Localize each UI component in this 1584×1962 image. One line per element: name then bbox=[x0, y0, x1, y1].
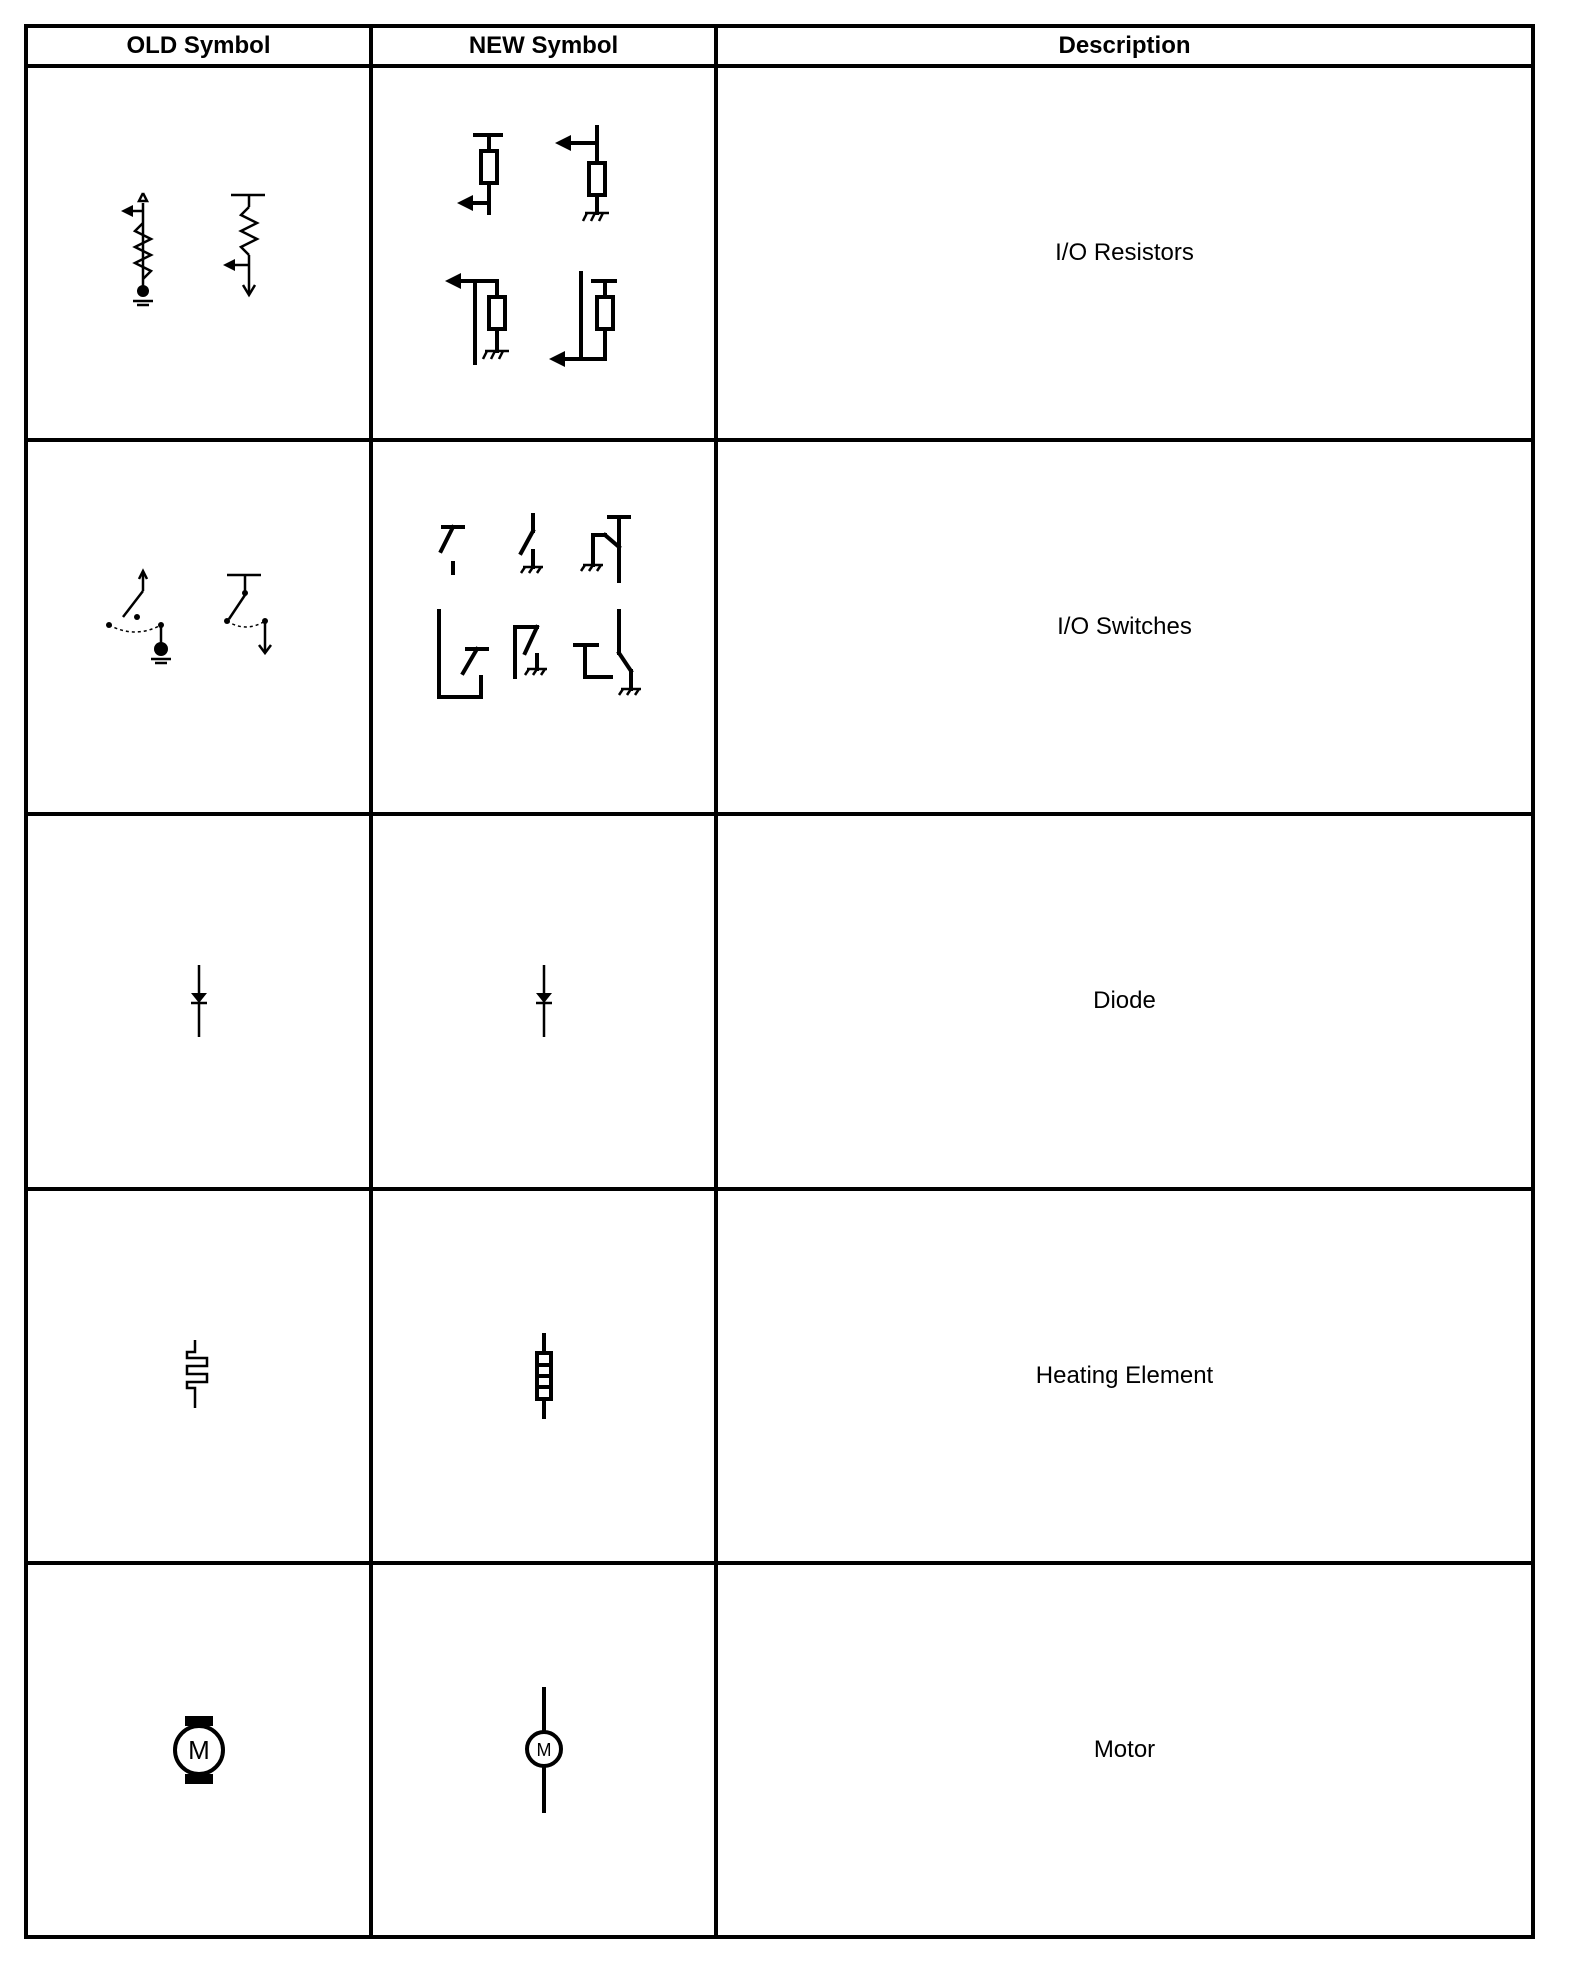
old-symbol-cell bbox=[26, 66, 371, 440]
new-io-switches-icon bbox=[419, 507, 669, 747]
table-row bbox=[26, 1189, 1533, 1563]
table-row bbox=[26, 440, 1533, 814]
old-symbol-cell bbox=[26, 440, 371, 814]
table-row bbox=[26, 1563, 1533, 1937]
old-symbol-cell bbox=[26, 1189, 371, 1563]
new-symbol-cell bbox=[371, 1189, 716, 1563]
old-symbol-cell bbox=[26, 814, 371, 1188]
description-cell: I/O Resistors bbox=[716, 66, 1533, 440]
description-cell: Diode bbox=[716, 814, 1533, 1188]
new-symbol-cell bbox=[371, 1563, 716, 1937]
old-io-switches-icon bbox=[99, 567, 299, 687]
new-symbol-cell bbox=[371, 440, 716, 814]
motor-letter-label: M bbox=[536, 1739, 551, 1760]
old-heating-element-icon bbox=[179, 1336, 219, 1416]
table-row bbox=[26, 814, 1533, 1188]
table-row bbox=[26, 66, 1533, 440]
new-motor-icon bbox=[514, 1685, 574, 1815]
new-heating-element-icon bbox=[524, 1331, 564, 1421]
new-symbol-cell bbox=[371, 814, 716, 1188]
description-cell: Motor bbox=[716, 1563, 1533, 1937]
header-new-symbol: NEW Symbol bbox=[371, 26, 716, 66]
description-cell: I/O Switches bbox=[716, 440, 1533, 814]
header-row bbox=[26, 26, 1533, 66]
new-io-resistors-icon bbox=[429, 113, 659, 393]
description-cell: Heating Element bbox=[716, 1189, 1533, 1563]
new-diode-icon bbox=[524, 961, 564, 1041]
old-io-resistors-icon bbox=[99, 183, 299, 323]
header-description: Description bbox=[716, 26, 1533, 66]
old-diode-icon bbox=[179, 961, 219, 1041]
old-symbol-cell bbox=[26, 1563, 371, 1937]
motor-letter-label: M bbox=[187, 1734, 210, 1765]
old-motor-icon bbox=[159, 1710, 239, 1790]
new-symbol-cell bbox=[371, 66, 716, 440]
symbol-comparison-table bbox=[24, 24, 1535, 1939]
header-old-symbol: OLD Symbol bbox=[26, 26, 371, 66]
